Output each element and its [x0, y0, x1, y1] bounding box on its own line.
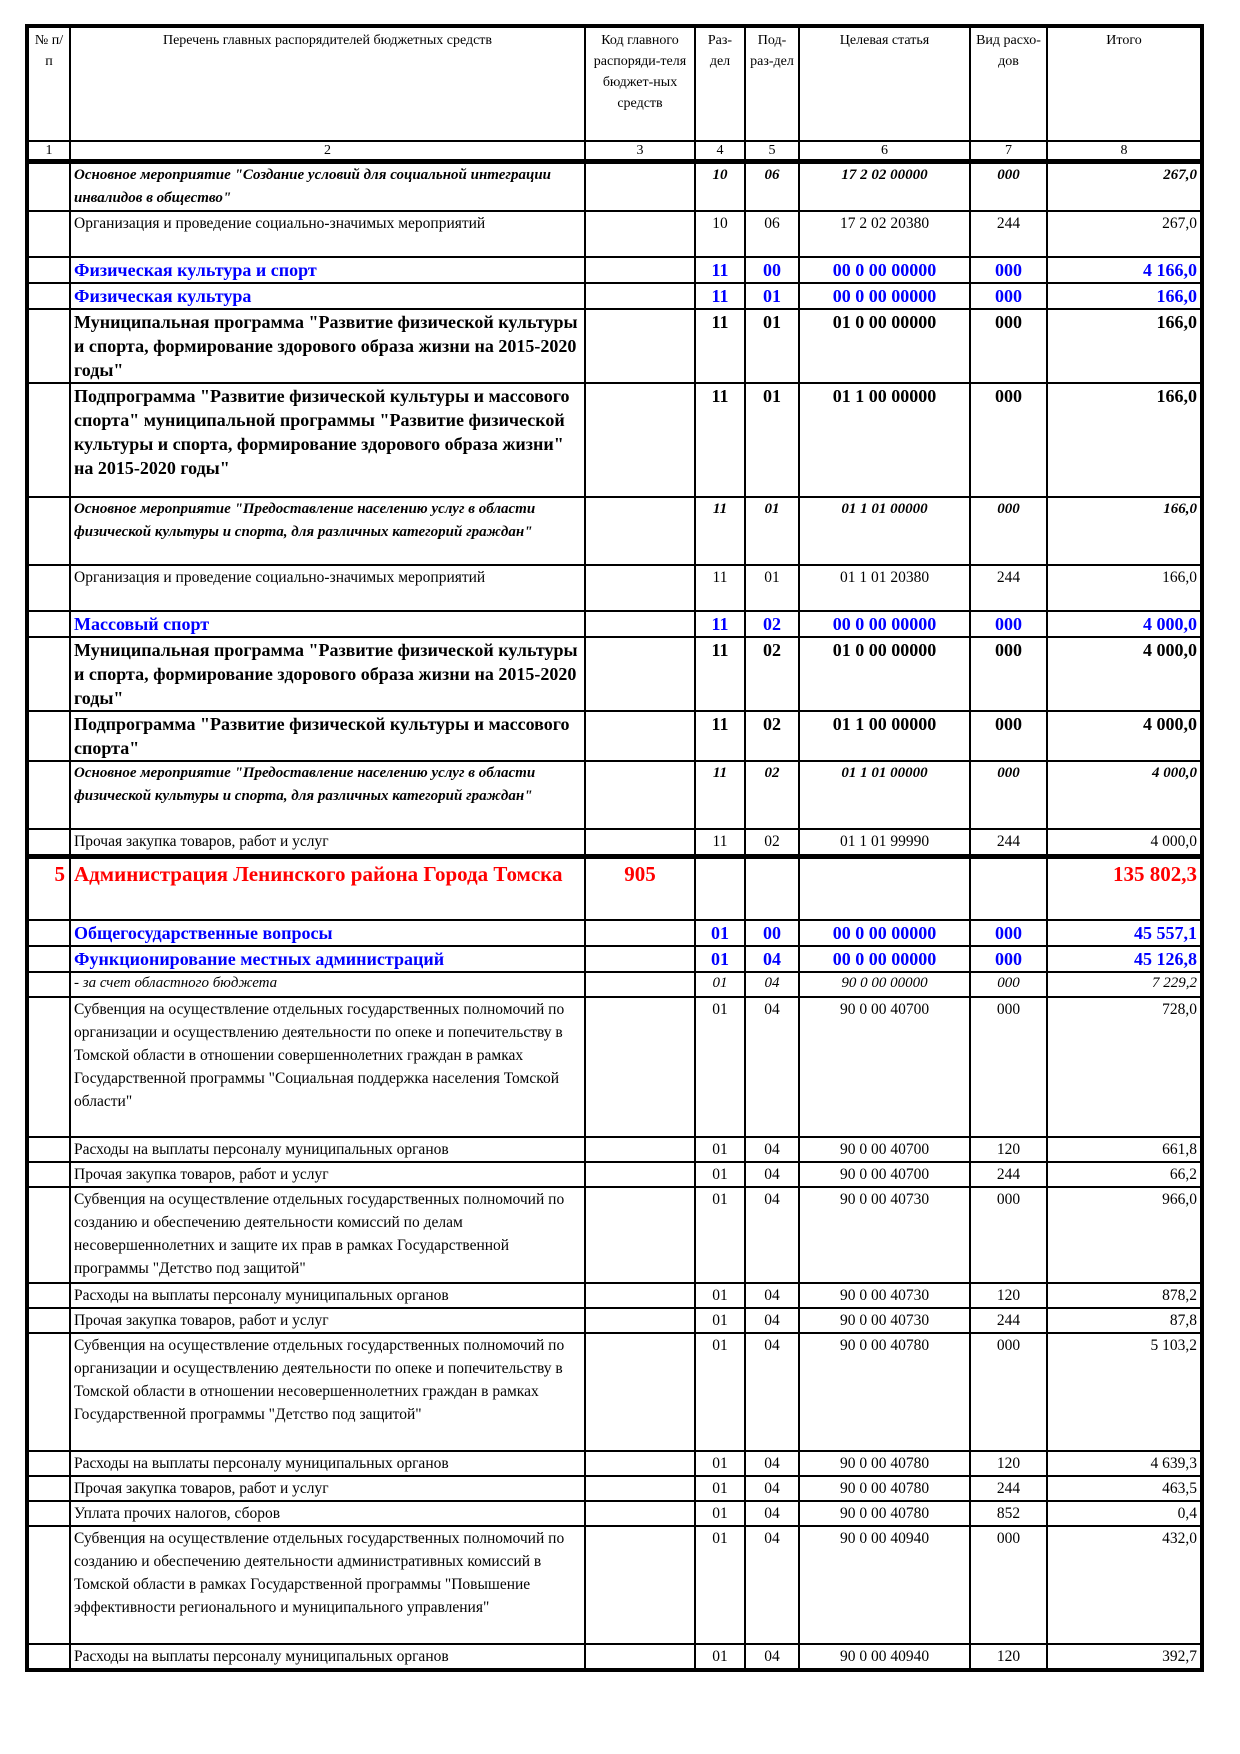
- row-number: [27, 972, 70, 997]
- row-name: - за счет областного бюджета: [70, 972, 585, 997]
- row-podrazdel: 06: [745, 211, 799, 257]
- row-vid: 120: [970, 1137, 1047, 1162]
- row-number: [27, 257, 70, 283]
- row-razdel: 01: [695, 1476, 745, 1501]
- row-razdel: 01: [695, 1644, 745, 1670]
- row-vid: 000: [970, 257, 1047, 283]
- table-row: [27, 946, 1202, 972]
- header-vid: Вид расхо-дов: [970, 26, 1047, 141]
- row-number: [27, 920, 70, 946]
- row-name: Физическая культура и спорт: [70, 257, 585, 283]
- row-target: 00 0 00 00000: [799, 611, 970, 637]
- row-name: Организация и проведение социально-значимых мероприятий: [70, 211, 585, 257]
- budget-table: [25, 24, 1204, 1672]
- row-vid: 120: [970, 1644, 1047, 1670]
- row-podrazdel: 04: [745, 1308, 799, 1333]
- table-row: [27, 309, 1202, 383]
- row-total: 4 000,0: [1047, 829, 1202, 857]
- row-number: [27, 1283, 70, 1308]
- row-razdel: 11: [695, 257, 745, 283]
- row-razdel: 11: [695, 283, 745, 309]
- table-row: [27, 857, 1202, 921]
- column-number: 7: [970, 141, 1047, 162]
- row-code: [585, 711, 695, 761]
- row-total: 267,0: [1047, 162, 1202, 212]
- row-code: [585, 1187, 695, 1283]
- row-razdel: 11: [695, 565, 745, 611]
- row-target: 90 0 00 40940: [799, 1644, 970, 1670]
- row-number: [27, 997, 70, 1137]
- row-name: Основное мероприятие "Предоставление населению услуг в области физической культуры и спорта, для различных категорий граждан": [70, 497, 585, 565]
- row-podrazdel: 04: [745, 997, 799, 1137]
- row-podrazdel: 04: [745, 972, 799, 997]
- row-total: 463,5: [1047, 1476, 1202, 1501]
- row-number: [27, 1451, 70, 1476]
- row-total: 0,4: [1047, 1501, 1202, 1526]
- row-razdel: 01: [695, 1137, 745, 1162]
- table-row: [27, 972, 1202, 997]
- row-name: Муниципальная программа "Развитие физической культуры и спорта, формирование здорового образа жизни на 2015-2020 годы": [70, 309, 585, 383]
- row-code: [585, 162, 695, 212]
- row-code: [585, 257, 695, 283]
- row-target: 01 0 00 00000: [799, 309, 970, 383]
- row-podrazdel: 04: [745, 1162, 799, 1187]
- row-target: 01 1 00 00000: [799, 711, 970, 761]
- row-name: Субвенция на осуществление отдельных государственных полномочий по организации и осуществлению деятельности по опеке и попечительству в Томской области в отношении несовершеннолетних граждан в рамках Государственной программы "Детство под защитой": [70, 1333, 585, 1451]
- row-vid: 120: [970, 1451, 1047, 1476]
- row-vid: 244: [970, 1308, 1047, 1333]
- row-target: 90 0 00 40700: [799, 997, 970, 1137]
- header-razdel: Раз-дел: [695, 26, 745, 141]
- table-row: [27, 257, 1202, 283]
- row-total: 166,0: [1047, 309, 1202, 383]
- row-target: 00 0 00 00000: [799, 283, 970, 309]
- row-razdel: 01: [695, 1308, 745, 1333]
- header-row: [27, 26, 1202, 141]
- row-razdel: 01: [695, 1451, 745, 1476]
- row-number: [27, 1501, 70, 1526]
- row-code: [585, 1137, 695, 1162]
- row-total: 4 000,0: [1047, 711, 1202, 761]
- row-vid: 000: [970, 972, 1047, 997]
- row-razdel: 01: [695, 1526, 745, 1644]
- row-razdel: 11: [695, 829, 745, 857]
- column-number: 5: [745, 141, 799, 162]
- row-podrazdel: 02: [745, 711, 799, 761]
- table-row: [27, 829, 1202, 857]
- row-number: [27, 497, 70, 565]
- row-name: Основное мероприятие "Предоставление населению услуг в области физической культуры и спорта, для различных категорий граждан": [70, 761, 585, 829]
- row-code: [585, 1308, 695, 1333]
- row-razdel: 01: [695, 1501, 745, 1526]
- row-target: 90 0 00 40730: [799, 1187, 970, 1283]
- table-row: [27, 1526, 1202, 1644]
- table-row: [27, 565, 1202, 611]
- header-code: Код главного распоряди-теля бюджет-ных средств: [585, 26, 695, 141]
- table-row: [27, 211, 1202, 257]
- row-number: [27, 383, 70, 497]
- row-total: 432,0: [1047, 1526, 1202, 1644]
- row-razdel: 11: [695, 761, 745, 829]
- row-number: [27, 1162, 70, 1187]
- row-target: 90 0 00 40730: [799, 1283, 970, 1308]
- row-total: 392,7: [1047, 1644, 1202, 1670]
- column-number: 3: [585, 141, 695, 162]
- row-total: 966,0: [1047, 1187, 1202, 1283]
- header-target: Целевая статья: [799, 26, 970, 141]
- row-number: [27, 637, 70, 711]
- row-razdel: 01: [695, 1187, 745, 1283]
- table-row: [27, 1476, 1202, 1501]
- row-target: 90 0 00 40700: [799, 1137, 970, 1162]
- row-total: 135 802,3: [1047, 857, 1202, 921]
- row-target: 01 1 01 20380: [799, 565, 970, 611]
- row-number: 5: [27, 857, 70, 921]
- row-code: [585, 1451, 695, 1476]
- row-target: 00 0 00 00000: [799, 920, 970, 946]
- row-total: 267,0: [1047, 211, 1202, 257]
- row-vid: 000: [970, 997, 1047, 1137]
- row-name: Организация и проведение социально-значимых мероприятий: [70, 565, 585, 611]
- row-number: [27, 611, 70, 637]
- row-target: 17 2 02 20380: [799, 211, 970, 257]
- table-row: [27, 1644, 1202, 1670]
- row-name: Муниципальная программа "Развитие физической культуры и спорта, формирование здорового образа жизни на 2015-2020 годы": [70, 637, 585, 711]
- row-podrazdel: [745, 857, 799, 921]
- row-target: 01 1 01 00000: [799, 497, 970, 565]
- row-name: Субвенция на осуществление отдельных государственных полномочий по созданию и обеспечению деятельности административных комиссий в Томской области в рамках Государственной программы "Повышение эффективности регионального и муниципального управления": [70, 1526, 585, 1644]
- table-row: [27, 1283, 1202, 1308]
- row-code: [585, 829, 695, 857]
- row-vid: 000: [970, 1333, 1047, 1451]
- row-code: [585, 1476, 695, 1501]
- row-vid: 852: [970, 1501, 1047, 1526]
- row-total: 661,8: [1047, 1137, 1202, 1162]
- row-razdel: 01: [695, 1333, 745, 1451]
- row-total: 878,2: [1047, 1283, 1202, 1308]
- row-podrazdel: 01: [745, 497, 799, 565]
- row-code: [585, 1162, 695, 1187]
- column-number: 1: [27, 141, 70, 162]
- row-target: 90 0 00 40780: [799, 1333, 970, 1451]
- table-row: [27, 1501, 1202, 1526]
- table-row: [27, 1333, 1202, 1451]
- row-name: Администрация Ленинского района Города Томска: [70, 857, 585, 921]
- row-number: [27, 162, 70, 212]
- row-vid: 244: [970, 565, 1047, 611]
- row-name: Расходы на выплаты персоналу муниципальных органов: [70, 1137, 585, 1162]
- row-razdel: 01: [695, 946, 745, 972]
- row-number: [27, 829, 70, 857]
- row-vid: 120: [970, 1283, 1047, 1308]
- row-vid: 000: [970, 611, 1047, 637]
- row-podrazdel: 04: [745, 946, 799, 972]
- row-podrazdel: 01: [745, 283, 799, 309]
- column-number: 6: [799, 141, 970, 162]
- row-podrazdel: 01: [745, 383, 799, 497]
- row-total: 166,0: [1047, 565, 1202, 611]
- row-target: 01 0 00 00000: [799, 637, 970, 711]
- row-code: [585, 920, 695, 946]
- row-vid: 000: [970, 711, 1047, 761]
- row-razdel: 01: [695, 1162, 745, 1187]
- row-number: [27, 1476, 70, 1501]
- row-razdel: 01: [695, 1283, 745, 1308]
- row-vid: 000: [970, 162, 1047, 212]
- row-target: 01 1 00 00000: [799, 383, 970, 497]
- row-target: [799, 857, 970, 921]
- row-razdel: 11: [695, 497, 745, 565]
- column-number: 4: [695, 141, 745, 162]
- row-name: Массовый спорт: [70, 611, 585, 637]
- row-total: 66,2: [1047, 1162, 1202, 1187]
- row-total: 45 126,8: [1047, 946, 1202, 972]
- table-row: [27, 1308, 1202, 1333]
- row-code: [585, 761, 695, 829]
- row-name: Расходы на выплаты персоналу муниципальных органов: [70, 1283, 585, 1308]
- row-razdel: [695, 857, 745, 921]
- row-code: [585, 946, 695, 972]
- row-vid: 000: [970, 1526, 1047, 1644]
- row-number: [27, 211, 70, 257]
- header-name: Перечень главных распорядителей бюджетных средств: [70, 26, 585, 141]
- row-total: 5 103,2: [1047, 1333, 1202, 1451]
- row-name: Функционирование местных администраций: [70, 946, 585, 972]
- row-vid: 000: [970, 309, 1047, 383]
- row-total: 4 000,0: [1047, 761, 1202, 829]
- row-code: [585, 1644, 695, 1670]
- row-number: [27, 946, 70, 972]
- row-code: [585, 611, 695, 637]
- row-total: 728,0: [1047, 997, 1202, 1137]
- row-razdel: 11: [695, 611, 745, 637]
- row-code: [585, 1283, 695, 1308]
- row-razdel: 11: [695, 383, 745, 497]
- row-name: Подпрограмма "Развитие физической культуры и массового спорта" муниципальной программы "Развитие физической культуры и спорта, формирование здорового образа жизни" на 2015-2020 годы": [70, 383, 585, 497]
- row-target: 90 0 00 40780: [799, 1451, 970, 1476]
- row-name: Основное мероприятие "Создание условий для социальной интеграции инвалидов в общество": [70, 162, 585, 212]
- table-row: [27, 1137, 1202, 1162]
- row-total: 166,0: [1047, 497, 1202, 565]
- header-total: Итого: [1047, 26, 1202, 141]
- row-code: [585, 637, 695, 711]
- row-code: [585, 309, 695, 383]
- row-podrazdel: 01: [745, 309, 799, 383]
- row-podrazdel: 04: [745, 1501, 799, 1526]
- row-number: [27, 1187, 70, 1283]
- row-razdel: 01: [695, 920, 745, 946]
- row-name: Расходы на выплаты персоналу муниципальных органов: [70, 1451, 585, 1476]
- column-number: 2: [70, 141, 585, 162]
- table-row: [27, 711, 1202, 761]
- row-name: Прочая закупка товаров, работ и услуг: [70, 829, 585, 857]
- row-code: [585, 497, 695, 565]
- table-row: [27, 1187, 1202, 1283]
- row-vid: 000: [970, 283, 1047, 309]
- row-total: 4 639,3: [1047, 1451, 1202, 1476]
- row-podrazdel: 02: [745, 637, 799, 711]
- row-code: 905: [585, 857, 695, 921]
- row-name: Прочая закупка товаров, работ и услуг: [70, 1476, 585, 1501]
- row-number: [27, 1333, 70, 1451]
- table-row: [27, 637, 1202, 711]
- table-row: [27, 920, 1202, 946]
- row-code: [585, 1501, 695, 1526]
- row-vid: 000: [970, 497, 1047, 565]
- table-row: [27, 283, 1202, 309]
- row-number: [27, 711, 70, 761]
- row-target: 90 0 00 40730: [799, 1308, 970, 1333]
- row-target: 00 0 00 00000: [799, 946, 970, 972]
- row-vid: 000: [970, 1187, 1047, 1283]
- row-number: [27, 1526, 70, 1644]
- row-podrazdel: 02: [745, 611, 799, 637]
- row-code: [585, 283, 695, 309]
- row-podrazdel: 04: [745, 1526, 799, 1644]
- row-razdel: 11: [695, 711, 745, 761]
- header-number: № п/п: [27, 26, 70, 141]
- row-razdel: 11: [695, 309, 745, 383]
- row-podrazdel: 00: [745, 920, 799, 946]
- row-vid: 244: [970, 1162, 1047, 1187]
- table-row: [27, 383, 1202, 497]
- row-code: [585, 1526, 695, 1644]
- row-target: 90 0 00 40700: [799, 1162, 970, 1187]
- row-vid: [970, 857, 1047, 921]
- row-target: 01 1 01 00000: [799, 761, 970, 829]
- row-name: Расходы на выплаты персоналу муниципальных органов: [70, 1644, 585, 1670]
- row-podrazdel: 04: [745, 1644, 799, 1670]
- row-number: [27, 309, 70, 383]
- table-row: [27, 997, 1202, 1137]
- header-podrazdel: Под-раз-дел: [745, 26, 799, 141]
- row-target: 90 0 00 40940: [799, 1526, 970, 1644]
- row-podrazdel: 02: [745, 829, 799, 857]
- row-podrazdel: 04: [745, 1333, 799, 1451]
- row-podrazdel: 01: [745, 565, 799, 611]
- row-code: [585, 997, 695, 1137]
- row-number: [27, 283, 70, 309]
- row-total: 4 166,0: [1047, 257, 1202, 283]
- row-number: [27, 1308, 70, 1333]
- row-target: 00 0 00 00000: [799, 257, 970, 283]
- table-row: [27, 162, 1202, 212]
- row-vid: 000: [970, 920, 1047, 946]
- row-podrazdel: 04: [745, 1187, 799, 1283]
- table-row: [27, 611, 1202, 637]
- row-total: 4 000,0: [1047, 637, 1202, 711]
- row-target: 17 2 02 00000: [799, 162, 970, 212]
- row-code: [585, 972, 695, 997]
- row-name: Субвенция на осуществление отдельных государственных полномочий по организации и осуществлению деятельности по опеке и попечительству в Томской области в отношении совершеннолетних граждан в рамках Государственной программы "Социальная поддержка населения Томской области": [70, 997, 585, 1137]
- row-vid: 000: [970, 761, 1047, 829]
- row-name: Прочая закупка товаров, работ и услуг: [70, 1308, 585, 1333]
- row-vid: 244: [970, 829, 1047, 857]
- table-row: [27, 1162, 1202, 1187]
- row-razdel: 10: [695, 211, 745, 257]
- table-row: [27, 497, 1202, 565]
- row-vid: 244: [970, 1476, 1047, 1501]
- row-total: 4 000,0: [1047, 611, 1202, 637]
- row-vid: 244: [970, 211, 1047, 257]
- row-total: 166,0: [1047, 283, 1202, 309]
- row-target: 90 0 00 00000: [799, 972, 970, 997]
- row-code: [585, 383, 695, 497]
- row-razdel: 01: [695, 972, 745, 997]
- row-total: 45 557,1: [1047, 920, 1202, 946]
- row-vid: 000: [970, 946, 1047, 972]
- row-name: Физическая культура: [70, 283, 585, 309]
- row-vid: 000: [970, 637, 1047, 711]
- row-code: [585, 1333, 695, 1451]
- column-number-row: [27, 141, 1202, 162]
- row-name: Общегосударственные вопросы: [70, 920, 585, 946]
- row-podrazdel: 02: [745, 761, 799, 829]
- row-podrazdel: 04: [745, 1451, 799, 1476]
- row-name: Уплата прочих налогов, сборов: [70, 1501, 585, 1526]
- row-razdel: 10: [695, 162, 745, 212]
- row-podrazdel: 04: [745, 1137, 799, 1162]
- row-code: [585, 565, 695, 611]
- row-name: Субвенция на осуществление отдельных государственных полномочий по созданию и обеспечению деятельности комиссий по делам несовершеннолетних и защите их прав в рамках Государственной программы "Детство под защитой": [70, 1187, 585, 1283]
- column-number: 8: [1047, 141, 1202, 162]
- row-target: 90 0 00 40780: [799, 1501, 970, 1526]
- row-name: Подпрограмма "Развитие физической культуры и массового спорта": [70, 711, 585, 761]
- row-target: 90 0 00 40780: [799, 1476, 970, 1501]
- row-total: 166,0: [1047, 383, 1202, 497]
- row-podrazdel: 06: [745, 162, 799, 212]
- row-number: [27, 565, 70, 611]
- row-number: [27, 1137, 70, 1162]
- row-podrazdel: 00: [745, 257, 799, 283]
- row-razdel: 11: [695, 637, 745, 711]
- row-podrazdel: 04: [745, 1476, 799, 1501]
- row-total: 7 229,2: [1047, 972, 1202, 997]
- table-row: [27, 761, 1202, 829]
- row-podrazdel: 04: [745, 1283, 799, 1308]
- row-name: Прочая закупка товаров, работ и услуг: [70, 1162, 585, 1187]
- row-total: 87,8: [1047, 1308, 1202, 1333]
- row-target: 01 1 01 99990: [799, 829, 970, 857]
- row-code: [585, 211, 695, 257]
- row-vid: 000: [970, 383, 1047, 497]
- row-razdel: 01: [695, 997, 745, 1137]
- row-number: [27, 1644, 70, 1670]
- table-row: [27, 1451, 1202, 1476]
- row-number: [27, 761, 70, 829]
